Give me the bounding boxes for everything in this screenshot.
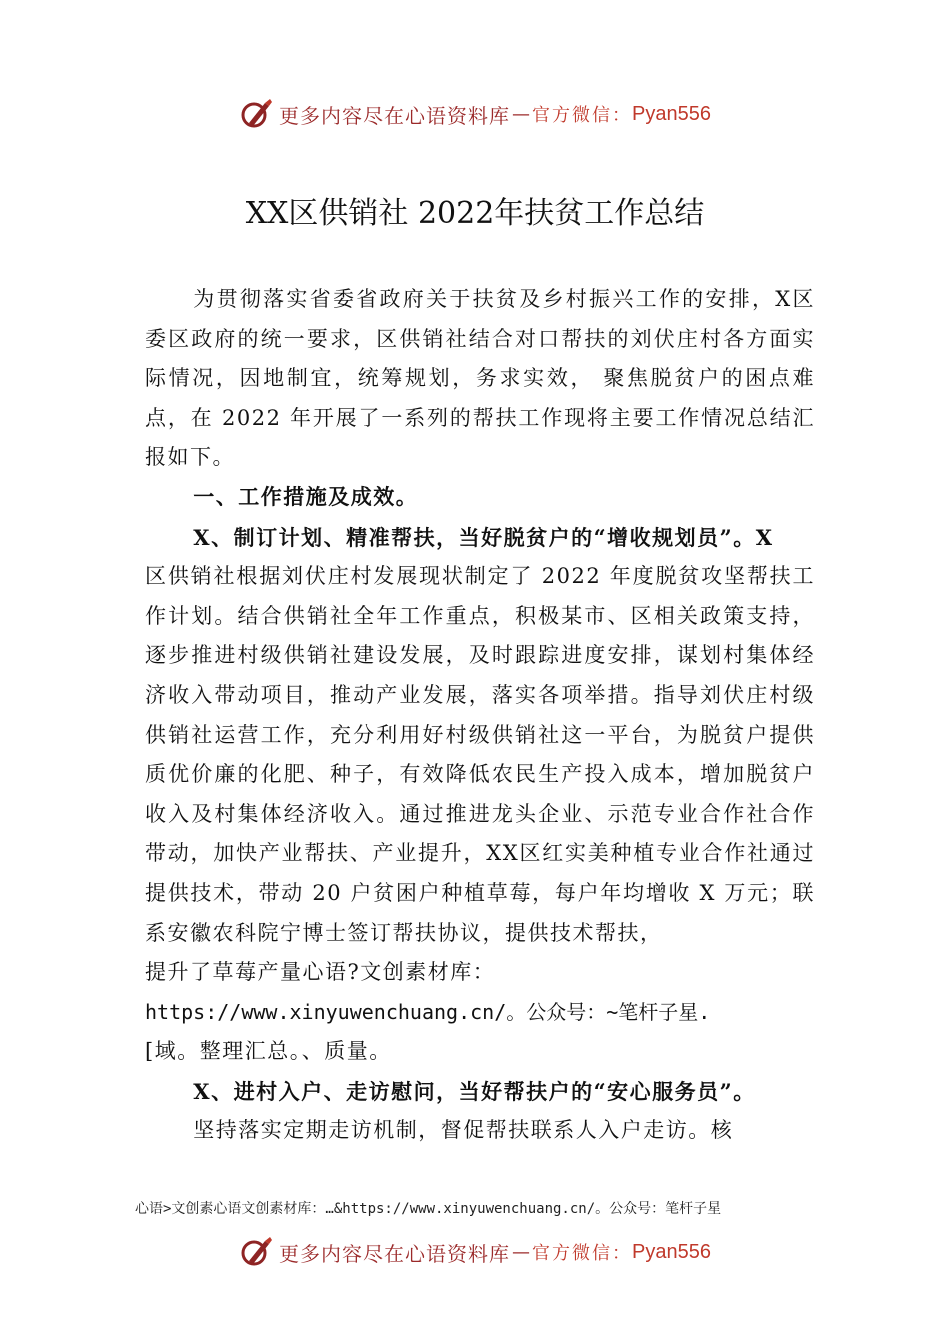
footer-banner xyxy=(0,1230,950,1274)
subsection2-heading: X、进村入户、走访慰问，当好帮扶户的“安心服务员”。 xyxy=(193,1078,756,1104)
document-title: XX区供销社 2022年扶贫工作总结 xyxy=(245,196,705,231)
banner-title: 更多内容尽在心语资料库 xyxy=(279,103,511,128)
intro-paragraph: 为贯彻落实省委省政府关于扶贫及乡村振兴工作的安排，X区委区政府的统一要求，区供销社结合对口帮扶的刘伏庄村各方面实际情况，因地制宜，统筹规划，务求实效， 聚焦脱贫户的困点难点，在 2022 年开展了一系列的帮扶工作现将主要工作情况总结汇报如下。 xyxy=(145,287,815,470)
subsection1-tail: 提升了草莓产量心语?文创素材库： xyxy=(145,960,496,985)
banner-label: 官方微信： xyxy=(532,105,633,126)
document-body xyxy=(145,280,815,1151)
subsection2-body: 坚持落实定期走访机制，督促帮扶联系人入户走访。核 xyxy=(193,1118,734,1143)
banner-dash: — xyxy=(512,103,531,125)
subsection1-url: https://www.xinyuwenchuang.cn/。公众号：~笔杆子星. xyxy=(145,999,711,1024)
banner-wechat-id: Pyan556 xyxy=(632,102,711,125)
banner-dash: — xyxy=(512,1241,531,1263)
section1-heading: 一、工作措施及成效。 xyxy=(193,484,419,509)
footnote-watermark: 心语>文创素心语文创素材库：…&https://www.xinyuwenchuang.cn/。公众号：笔杆子星 xyxy=(135,1201,722,1217)
banner-title: 更多内容尽在心语资料库 xyxy=(279,1241,511,1266)
banner-wechat-id: Pyan556 xyxy=(632,1240,711,1263)
pen-logo-icon xyxy=(239,97,273,131)
pen-logo-icon xyxy=(239,1235,273,1269)
header-banner xyxy=(0,92,950,136)
subsection1-heading: X、制订计划、精准帮扶，当好脱贫户的“增收规划员”。X xyxy=(193,524,774,550)
subsection1-end: [域。整理汇总。、质量。 xyxy=(145,1039,392,1064)
subsection1-body: 区供销社根据刘伏庄村发展现状制定了 2022 年度脱贫攻坚帮扶工作计划。结合供销社全年工作重点，积极某市、区相关政策支持，逐步推进村级供销社建设发展，及时跟踪进度安排，谋划村集体经济收入带动项目，推动产业发展，落实各项举措。指导刘伏庄村级供销社运营工作，充分利用好村级供销社这一平台，为脱贫户提供质优价廉的化肥、种子，有效降低农民生产投入成本，增加脱贫户收入及村集体经济收入。通过推进龙头企业、示范专业合作社合作带动，加快产业帮扶、产业提升，XX区红实美种植专业合作社通过提供技术，带动 20 户贫困户种植草莓，每户年均增收 X 万元；联系安徽农科院宁博士签订帮扶协议，提供技术帮扶， xyxy=(145,564,815,945)
banner-label: 官方微信： xyxy=(532,1243,633,1264)
